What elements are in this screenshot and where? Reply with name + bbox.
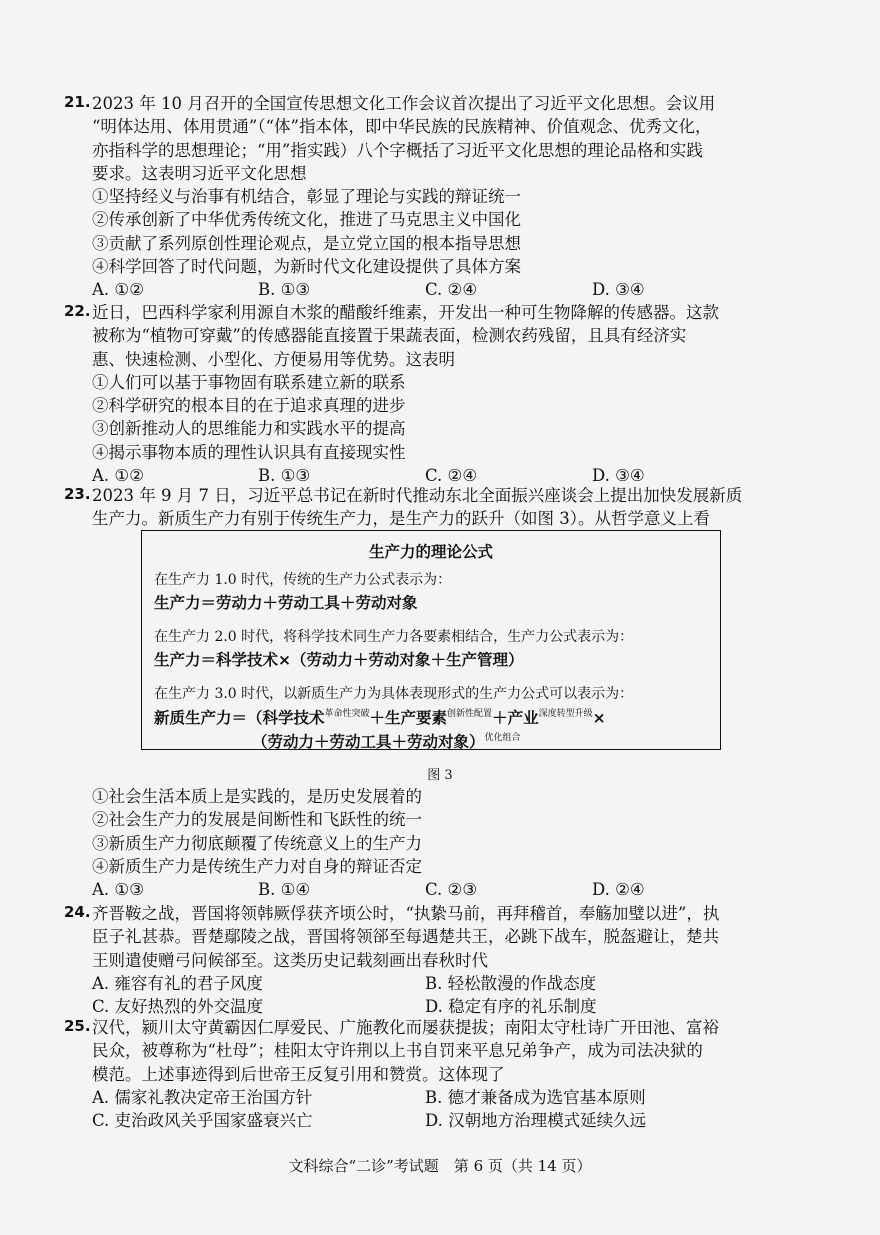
option-b: B. 轻松散漫的作战态度	[425, 973, 597, 993]
era-2-text: 在生产力 2.0 时代，将科学技术同生产力各要素相结合，生产力公式表示为：	[154, 629, 634, 645]
superscript: 深度转型升级	[538, 709, 593, 719]
formula-3-continued	[252, 730, 521, 752]
question-23	[64, 484, 792, 531]
formula-2: 生产力＝科学技术×（劳动力＋劳动对象＋生产管理）	[154, 651, 524, 669]
question-text: 汉代，颍川太守黄霸因仁厚爱民、广施教化而屡获提拔；南阳太守杜诗广开田池、富裕	[92, 1018, 719, 1037]
statement: ③创新推动人的思维能力和实践水平的提高	[92, 419, 406, 439]
statement: ②传承创新了中华优秀传统文化，推进了马克思主义中国化	[92, 210, 521, 230]
option-c: C. ②③	[425, 880, 478, 900]
question-text: 被称为“植物可穿戴”的传感器能直接置于果蔬表面，检测农药残留，且具有经济实	[92, 326, 687, 346]
superscript: 优化组合	[484, 733, 521, 743]
question-text: 臣子礼甚恭。晋楚鄢陵之战，晋国将领郤至每遇楚共王，必跳下战车，脱盔避让，楚共	[92, 927, 719, 947]
question-number: 22.	[64, 302, 91, 320]
question-text: 惠、快速检测、小型化、方便易用等优势。这表明	[92, 349, 455, 369]
figure-title: 生产力的理论公式	[368, 543, 493, 561]
option-d: D. 汉朝地方治理模式延续久远	[425, 1111, 647, 1131]
statement: ④新质生产力是传统生产力对自身的辩证否定	[92, 856, 422, 876]
question-text: 生产力。新质生产力有别于传统生产力，是生产力的跃升（如图 3）。从哲学意义上看	[92, 509, 710, 529]
option-b: B. ①③	[258, 466, 311, 486]
question-text: “明体达用、体用贯通”（“体”指本体，即中华民族的民族精神、价值观念、优秀文化，	[92, 117, 712, 137]
statement: ①社会生活本质上是实践的，是历史发展着的	[92, 787, 422, 806]
question-21	[64, 92, 792, 302]
statement: ①坚持经义与治事有机结合，彰显了理论与实践的辩证统一	[92, 187, 521, 207]
figure-caption: 图 3	[427, 768, 453, 783]
statement: ③贡献了系列原创性理论观点，是立党立国的根本指导思想	[92, 233, 521, 253]
option-d: D. ②④	[592, 880, 645, 900]
option-c: C. ②④	[425, 466, 478, 486]
question-number: 24.	[64, 903, 91, 921]
options-row	[92, 972, 792, 995]
options-row	[92, 995, 792, 1018]
question-text: 模范。上述事迹得到后世帝王反复引用和赞赏。这体现了	[92, 1064, 505, 1084]
question-number: 23.	[64, 485, 91, 503]
option-c: C. 友好热烈的外交温度	[92, 997, 264, 1017]
formula-1: 生产力＝劳动力＋劳动工具＋劳动对象	[154, 594, 418, 612]
statement: ②科学研究的根本目的在于追求真理的进步	[92, 396, 406, 416]
options-row	[92, 878, 792, 901]
question-text: 要求。这表明习近平文化思想	[92, 163, 307, 183]
question-text: 王则遣使赠弓问候郤至。这类历史记载刻画出春秋时代	[92, 950, 488, 970]
option-a: A. ①③	[92, 880, 144, 900]
option-b: B. ①③	[258, 280, 311, 300]
formula-3-part: ＋生产要素	[369, 709, 448, 727]
option-b: B. 德才兼备成为选官基本原则	[425, 1087, 646, 1107]
question-25	[64, 1016, 792, 1132]
question-number: 25.	[64, 1017, 91, 1035]
options-row	[92, 1086, 792, 1109]
question-text: 2023 年 9 月 7 日，习近平总书记在新时代推动东北全面振兴座谈会上提出加快发展新质	[92, 486, 743, 505]
statement: ①人们可以基于事物固有联系建立新的联系	[92, 372, 406, 392]
option-a: A. 儒家礼教决定帝王治国方针	[92, 1087, 313, 1107]
statement: ④揭示事物本质的理性认识具有直接现实性	[92, 442, 406, 462]
question-text: 亦指科学的思想理论；“用”指实践）八个字概括了习近平文化思想的理论品格和实践	[92, 140, 703, 160]
options-row	[92, 278, 792, 301]
page-footer: 文科综合“二诊”考试题 第 6 页（共 14 页）	[288, 1157, 592, 1175]
era-3-text: 在生产力 3.0 时代，以新质生产力为具体表现形式的生产力公式可以表示为：	[154, 686, 634, 702]
option-d: D. 稳定有序的礼乐制度	[425, 997, 597, 1017]
option-d: D. ③④	[592, 280, 645, 300]
era-1-text: 在生产力 1.0 时代，传统的生产力公式表示为：	[154, 572, 452, 588]
formula-3-part: ＋产业	[492, 709, 539, 727]
statement: ②社会生产力的发展是间断性和飞跃性的统一	[92, 810, 422, 830]
superscript: 创新性配置	[447, 709, 493, 719]
formula-3-part: ×	[592, 709, 606, 727]
question-23-statements	[92, 785, 792, 901]
option-c: C. ②④	[425, 280, 478, 300]
option-c: C. 吏治政风关乎国家盛衰兴亡	[92, 1111, 313, 1131]
option-a: A. ①②	[92, 280, 144, 300]
superscript: 革命性突破	[324, 709, 370, 719]
option-a: A. ①②	[92, 466, 144, 486]
question-text: 2023 年 10 月召开的全国宣传思想文化工作会议首次提出了习近平文化思想。会议用	[92, 94, 716, 113]
question-24	[64, 902, 792, 1018]
formula-figure-box	[141, 530, 721, 750]
question-22	[64, 301, 792, 487]
option-d: D. ③④	[592, 466, 645, 486]
statement: ③新质生产力彻底颠覆了传统意义上的生产力	[92, 833, 422, 853]
question-text: 近日，巴西科学家利用源自木浆的醋酸纤维素，开发出一种可生物降解的传感器。这款	[92, 303, 719, 322]
option-a: A. 雍容有礼的君子风度	[92, 973, 263, 993]
formula-3-part: 新质生产力＝（科学技术	[154, 709, 325, 727]
option-b: B. ①④	[258, 880, 311, 900]
formula-3-part: （劳动力＋劳动工具＋劳动对象）	[252, 733, 485, 751]
formula-3	[154, 706, 606, 728]
question-number: 21.	[64, 93, 91, 111]
question-text: 齐晋鞍之战，晋国将领韩厥俘获齐顷公时，“执絷马前，再拜稽首，奉觞加璧以进”，执	[92, 904, 720, 923]
statement: ④科学回答了时代问题，为新时代文化建设提供了具体方案	[92, 257, 521, 277]
question-text: 民众，被尊称为“杜母”；桂阳太守许荆以上书自罚来平息兄弟争产，成为司法决狱的	[92, 1041, 703, 1061]
options-row	[92, 1109, 792, 1132]
